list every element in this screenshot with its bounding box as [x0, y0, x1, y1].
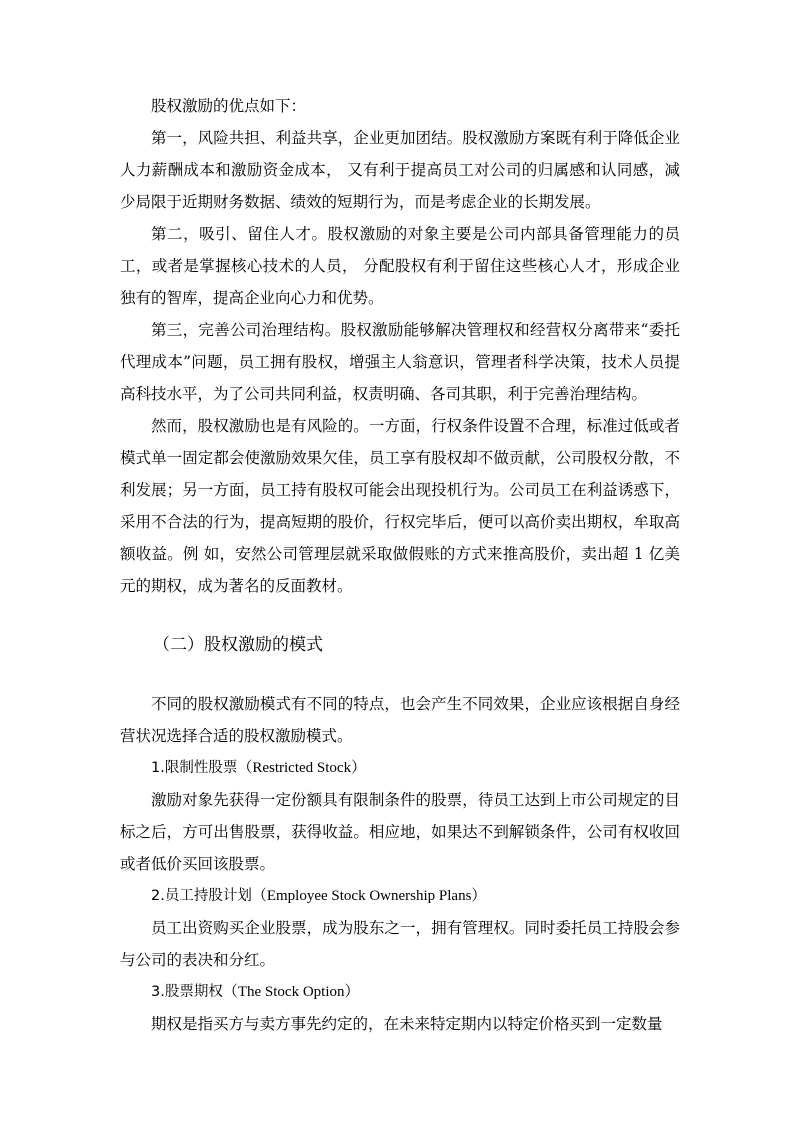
paragraph-risks: 然而，股权激励也是有风险的。一方面，行权条件设置不合理，标准过低或者模式单一固定都会使激励效果欠佳，员工享有股权却不做贡献，公司股权分散，不利发展；另一方面，员工持有股权可能会出现投机行为。公司员工在利益诱惑下，采用不合法的行为，提高短期的股价，行权完毕后，便可以高价卖出期权，牟取高额收益。例 如，安然公司管理层就采取做假账的方式来推高股价，卖出超 1 亿美元的期权，成为著名的反面教材。: [120, 417, 680, 595]
paragraph-esop: 员工出资购买企业股票，成为股东之一，拥有管理权。同时委托员工持股会参与公司的表决和分红。: [120, 919, 680, 969]
paragraph-advantage-1: 第一，风险共担、利益共享，企业更加团结。股权激励方案既有利于降低企业人力薪酬成本和激励资金成本， 又有利于提高员工对公司的归属感和认同感，减少局限于近期财务数据、绩效的短期行为，而是考虑企业的长期发展。: [120, 129, 680, 211]
item-label: 1.限制性股票: [151, 760, 238, 776]
item-heading-restricted-stock: [120, 752, 680, 784]
item-heading-stock-option: [120, 976, 680, 1008]
section-heading: （二）股权激励的模式: [153, 635, 323, 655]
item-label-en: （The Stock Option）: [222, 984, 360, 1000]
item-label: 3.股票期权: [151, 984, 223, 1000]
paragraph-advantage-3: 第三，完善公司治理结构。股权激励能够解决管理权和经营权分离带来“委托代理成本”问题，员工拥有股权，增强主人翁意识，管理者科学决策，技术人员提高科技水平，为了公司共同利益，权责明确、各司其职，利于完善治理结构。: [120, 321, 680, 403]
paragraph-restricted-stock: 激励对象先获得一定份额具有限制条件的股票，待员工达到上市公司规定的目标之后，方可出售股票，获得收益。相应地，如果达不到解锁条件，公司有权收回或者低价买回该股票。: [120, 791, 680, 873]
item-label: 2.员工持股计划: [151, 888, 252, 904]
item-heading-esop: [120, 880, 680, 912]
paragraph-advantage-2: 第二，吸引、留住人才。股权激励的对象主要是公司内部具备管理能力的员工，或者是掌握核心技术的人员， 分配股权有利于留住这些核心人才，形成企业独有的智库，提高企业向心力和优势。: [120, 225, 680, 307]
item-label-en: （Employee Stock Ownership Plans）: [251, 888, 487, 904]
item-label-en: （Restricted Stock）: [237, 760, 367, 776]
document-page: [120, 90, 680, 1040]
paragraph-stock-option: 期权是指买方与卖方事先约定的，在未来特定期内以特定价格买到一定数量: [151, 1015, 663, 1033]
paragraph-models-intro: 不同的股权激励模式有不同的特点，也会产生不同效果，企业应该根据自身经营状况选择合适的股权激励模式。: [120, 695, 680, 745]
paragraph-advantages-intro: 股权激励的优点如下：: [151, 97, 307, 115]
